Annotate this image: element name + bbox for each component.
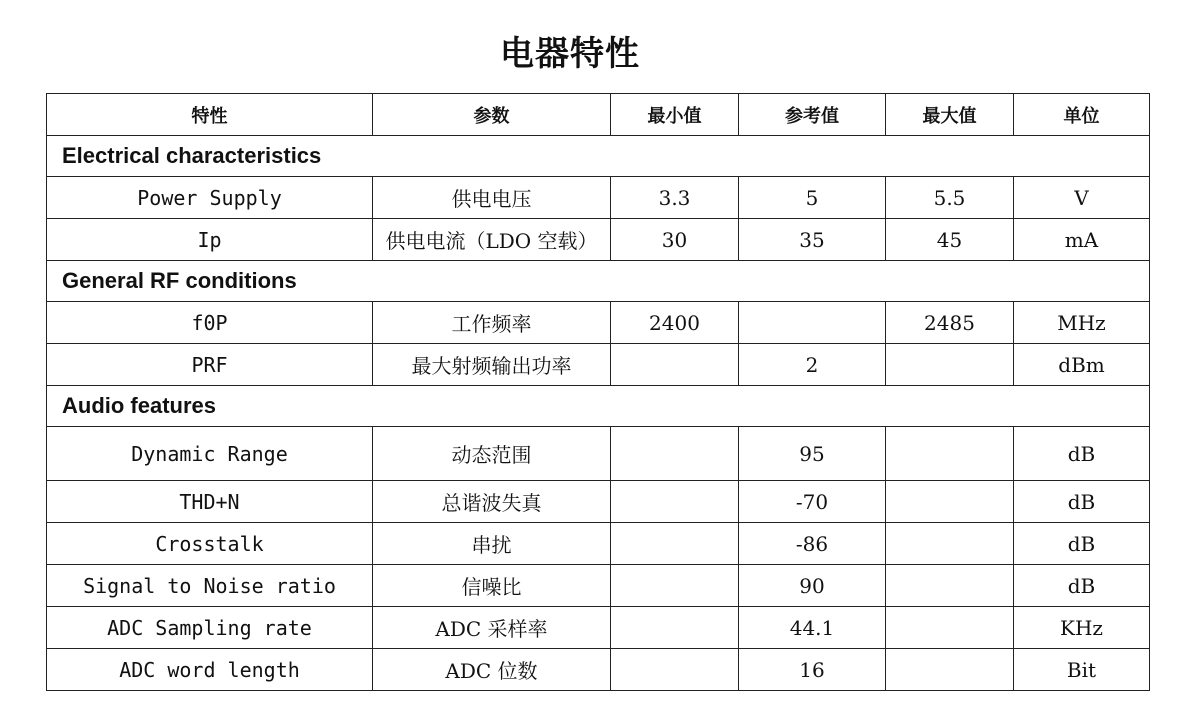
cell-feature: Power Supply <box>47 177 373 219</box>
header-unit: 单位 <box>1014 94 1150 136</box>
table-row <box>47 481 1150 523</box>
cell-min: 30 <box>611 219 739 261</box>
cell-typ: 95 <box>739 427 886 481</box>
cell-param: 供电电流（LDO 空载） <box>373 219 611 261</box>
cell-min <box>611 649 739 691</box>
section-title: Electrical characteristics <box>47 136 1150 177</box>
cell-typ: 2 <box>739 344 886 386</box>
cell-param: 动态范围 <box>373 427 611 481</box>
cell-unit: dB <box>1014 523 1150 565</box>
table-row <box>47 523 1150 565</box>
cell-min <box>611 344 739 386</box>
cell-min: 2400 <box>611 302 739 344</box>
header-typ: 参考值 <box>739 94 886 136</box>
table-row <box>47 427 1150 481</box>
cell-max <box>886 523 1014 565</box>
section-title: General RF conditions <box>47 261 1150 302</box>
cell-max: 5.5 <box>886 177 1014 219</box>
cell-max <box>886 427 1014 481</box>
cell-min <box>611 607 739 649</box>
header-min: 最小值 <box>611 94 739 136</box>
cell-unit: MHz <box>1014 302 1150 344</box>
cell-unit: dB <box>1014 565 1150 607</box>
cell-unit: mA <box>1014 219 1150 261</box>
cell-param: ADC 位数 <box>373 649 611 691</box>
section-title: Audio features <box>47 386 1150 427</box>
cell-max: 45 <box>886 219 1014 261</box>
cell-typ <box>739 302 886 344</box>
cell-typ: 90 <box>739 565 886 607</box>
cell-param: 信噪比 <box>373 565 611 607</box>
cell-param: 工作频率 <box>373 302 611 344</box>
section-row <box>47 261 1150 302</box>
cell-max <box>886 607 1014 649</box>
cell-min: 3.3 <box>611 177 739 219</box>
section-row <box>47 136 1150 177</box>
cell-max: 2485 <box>886 302 1014 344</box>
cell-param: 供电电压 <box>373 177 611 219</box>
cell-feature: Crosstalk <box>47 523 373 565</box>
cell-unit: KHz <box>1014 607 1150 649</box>
cell-typ: 16 <box>739 649 886 691</box>
cell-unit: dB <box>1014 481 1150 523</box>
page-title: 电器特性 <box>500 34 640 74</box>
table-row <box>47 607 1150 649</box>
header-param: 参数 <box>373 94 611 136</box>
cell-max <box>886 649 1014 691</box>
cell-typ: -86 <box>739 523 886 565</box>
cell-unit: dB <box>1014 427 1150 481</box>
cell-feature: PRF <box>47 344 373 386</box>
cell-min <box>611 427 739 481</box>
cell-unit: V <box>1014 177 1150 219</box>
cell-max <box>886 481 1014 523</box>
cell-param: 最大射频输出功率 <box>373 344 611 386</box>
cell-min <box>611 481 739 523</box>
cell-param: 串扰 <box>373 523 611 565</box>
cell-unit: dBm <box>1014 344 1150 386</box>
cell-feature: ADC word length <box>47 649 373 691</box>
table-row <box>47 344 1150 386</box>
cell-typ: 35 <box>739 219 886 261</box>
cell-feature: Ip <box>47 219 373 261</box>
cell-typ: 5 <box>739 177 886 219</box>
cell-typ: 44.1 <box>739 607 886 649</box>
table-row <box>47 219 1150 261</box>
table-row <box>47 177 1150 219</box>
cell-min <box>611 523 739 565</box>
header-feature: 特性 <box>47 94 373 136</box>
section-row <box>47 386 1150 427</box>
cell-feature: ADC Sampling rate <box>47 607 373 649</box>
cell-feature: Dynamic Range <box>47 427 373 481</box>
header-max: 最大值 <box>886 94 1014 136</box>
cell-param: ADC 采样率 <box>373 607 611 649</box>
cell-param: 总谐波失真 <box>373 481 611 523</box>
cell-min <box>611 565 739 607</box>
cell-max <box>886 344 1014 386</box>
cell-max <box>886 565 1014 607</box>
cell-unit: Bit <box>1014 649 1150 691</box>
table-row <box>47 649 1150 691</box>
cell-feature: THD+N <box>47 481 373 523</box>
table-row <box>47 302 1150 344</box>
cell-feature: Signal to Noise ratio <box>47 565 373 607</box>
spec-table <box>46 93 1150 691</box>
cell-feature: f0P <box>47 302 373 344</box>
header-row <box>47 94 1150 136</box>
cell-typ: -70 <box>739 481 886 523</box>
table-row <box>47 565 1150 607</box>
